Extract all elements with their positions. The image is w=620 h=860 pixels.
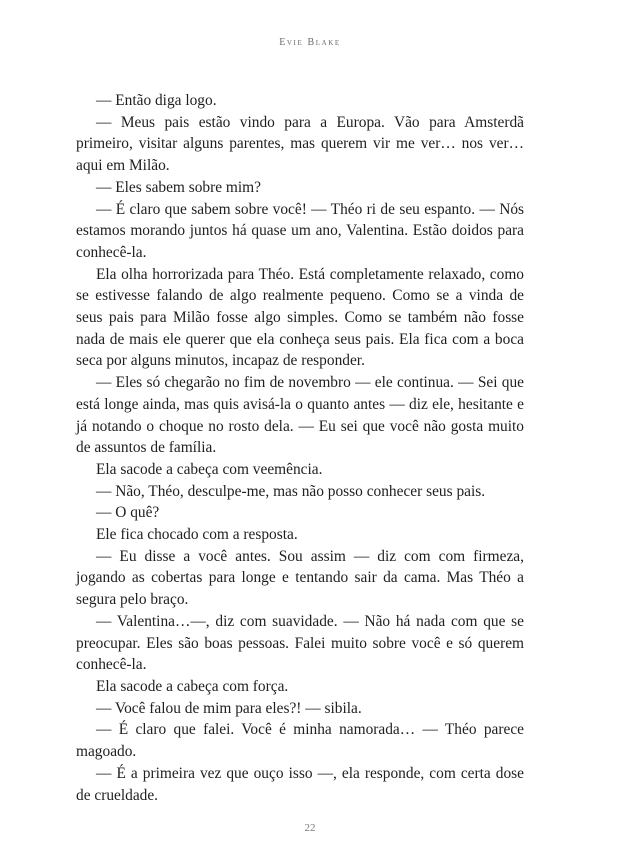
paragraph: — Eu disse a você antes. Sou assim — diz com com firmeza, jogando as cobertas para longe e tentando sair da cama. Mas Théo a segura pelo braço. (76, 547, 524, 609)
paragraph: — Eles sabem sobre mim? (96, 178, 261, 196)
paragraph: Ela sacode a cabeça com veemência. (96, 460, 323, 478)
paragraph: — O quê? (96, 504, 160, 522)
paragraph: — Você falou de mim para eles?! — sibila. (96, 699, 362, 717)
paragraph: — É claro que sabem sobre você! — Théo ri de seu espanto. — Nós estamos morando juntos há quase um ano, Valentina. Estão doidos para conhecê-la. (76, 200, 524, 261)
paragraph: — Meus pais estão vindo para a Europa. Vão para Amsterdã primeiro, visitar alguns parentes, mas querem vir me ver… nos ver… aqui em Milão. (76, 113, 524, 175)
paragraph: — É a primeira vez que ouço isso —, ela responde, com certa dose de crueldade. (76, 764, 524, 804)
paragraph: Ela sacode a cabeça com força. (96, 677, 289, 695)
paragraph: Ela olha horrorizada para Théo. Está completamente relaxado, como se estivesse falando de algo realmente pequeno. Como se a vinda de seus pais para Milão fosse algo simples. Como se também não fosse nada de mais ele querer que ela conheça seus pais. Ela fica com a boca seca por alguns minutos, incapaz de responder. (76, 265, 524, 370)
paragraph: — É claro que falei. Você é minha namorada… — Théo parece magoado. (76, 721, 524, 761)
running-head: Evie Blake (279, 37, 341, 48)
paragraph: — Valentina…—, diz com suavidade. — Não há nada com que se preocupar. Eles são boas pessoas. Falei muito sobre você e só querem conhecê-la. (76, 612, 524, 674)
paragraph: — Não, Théo, desculpe-me, mas não posso conhecer seus pais. (96, 482, 486, 500)
paragraph: — Eles só chegarão no fim de novembro — ele continua. — Sei que está longe ainda, mas quis avisá-la o quanto antes — diz ele, hesitante e já notando o choque no rosto dela. — Eu sei que você não gosta muito de assuntos de família. (76, 374, 524, 457)
page-number: 22 (304, 822, 316, 834)
body-text (76, 90, 524, 806)
paragraph: Ele fica chocado com a resposta. (96, 526, 298, 544)
paragraph: — Então diga logo. (96, 92, 217, 109)
